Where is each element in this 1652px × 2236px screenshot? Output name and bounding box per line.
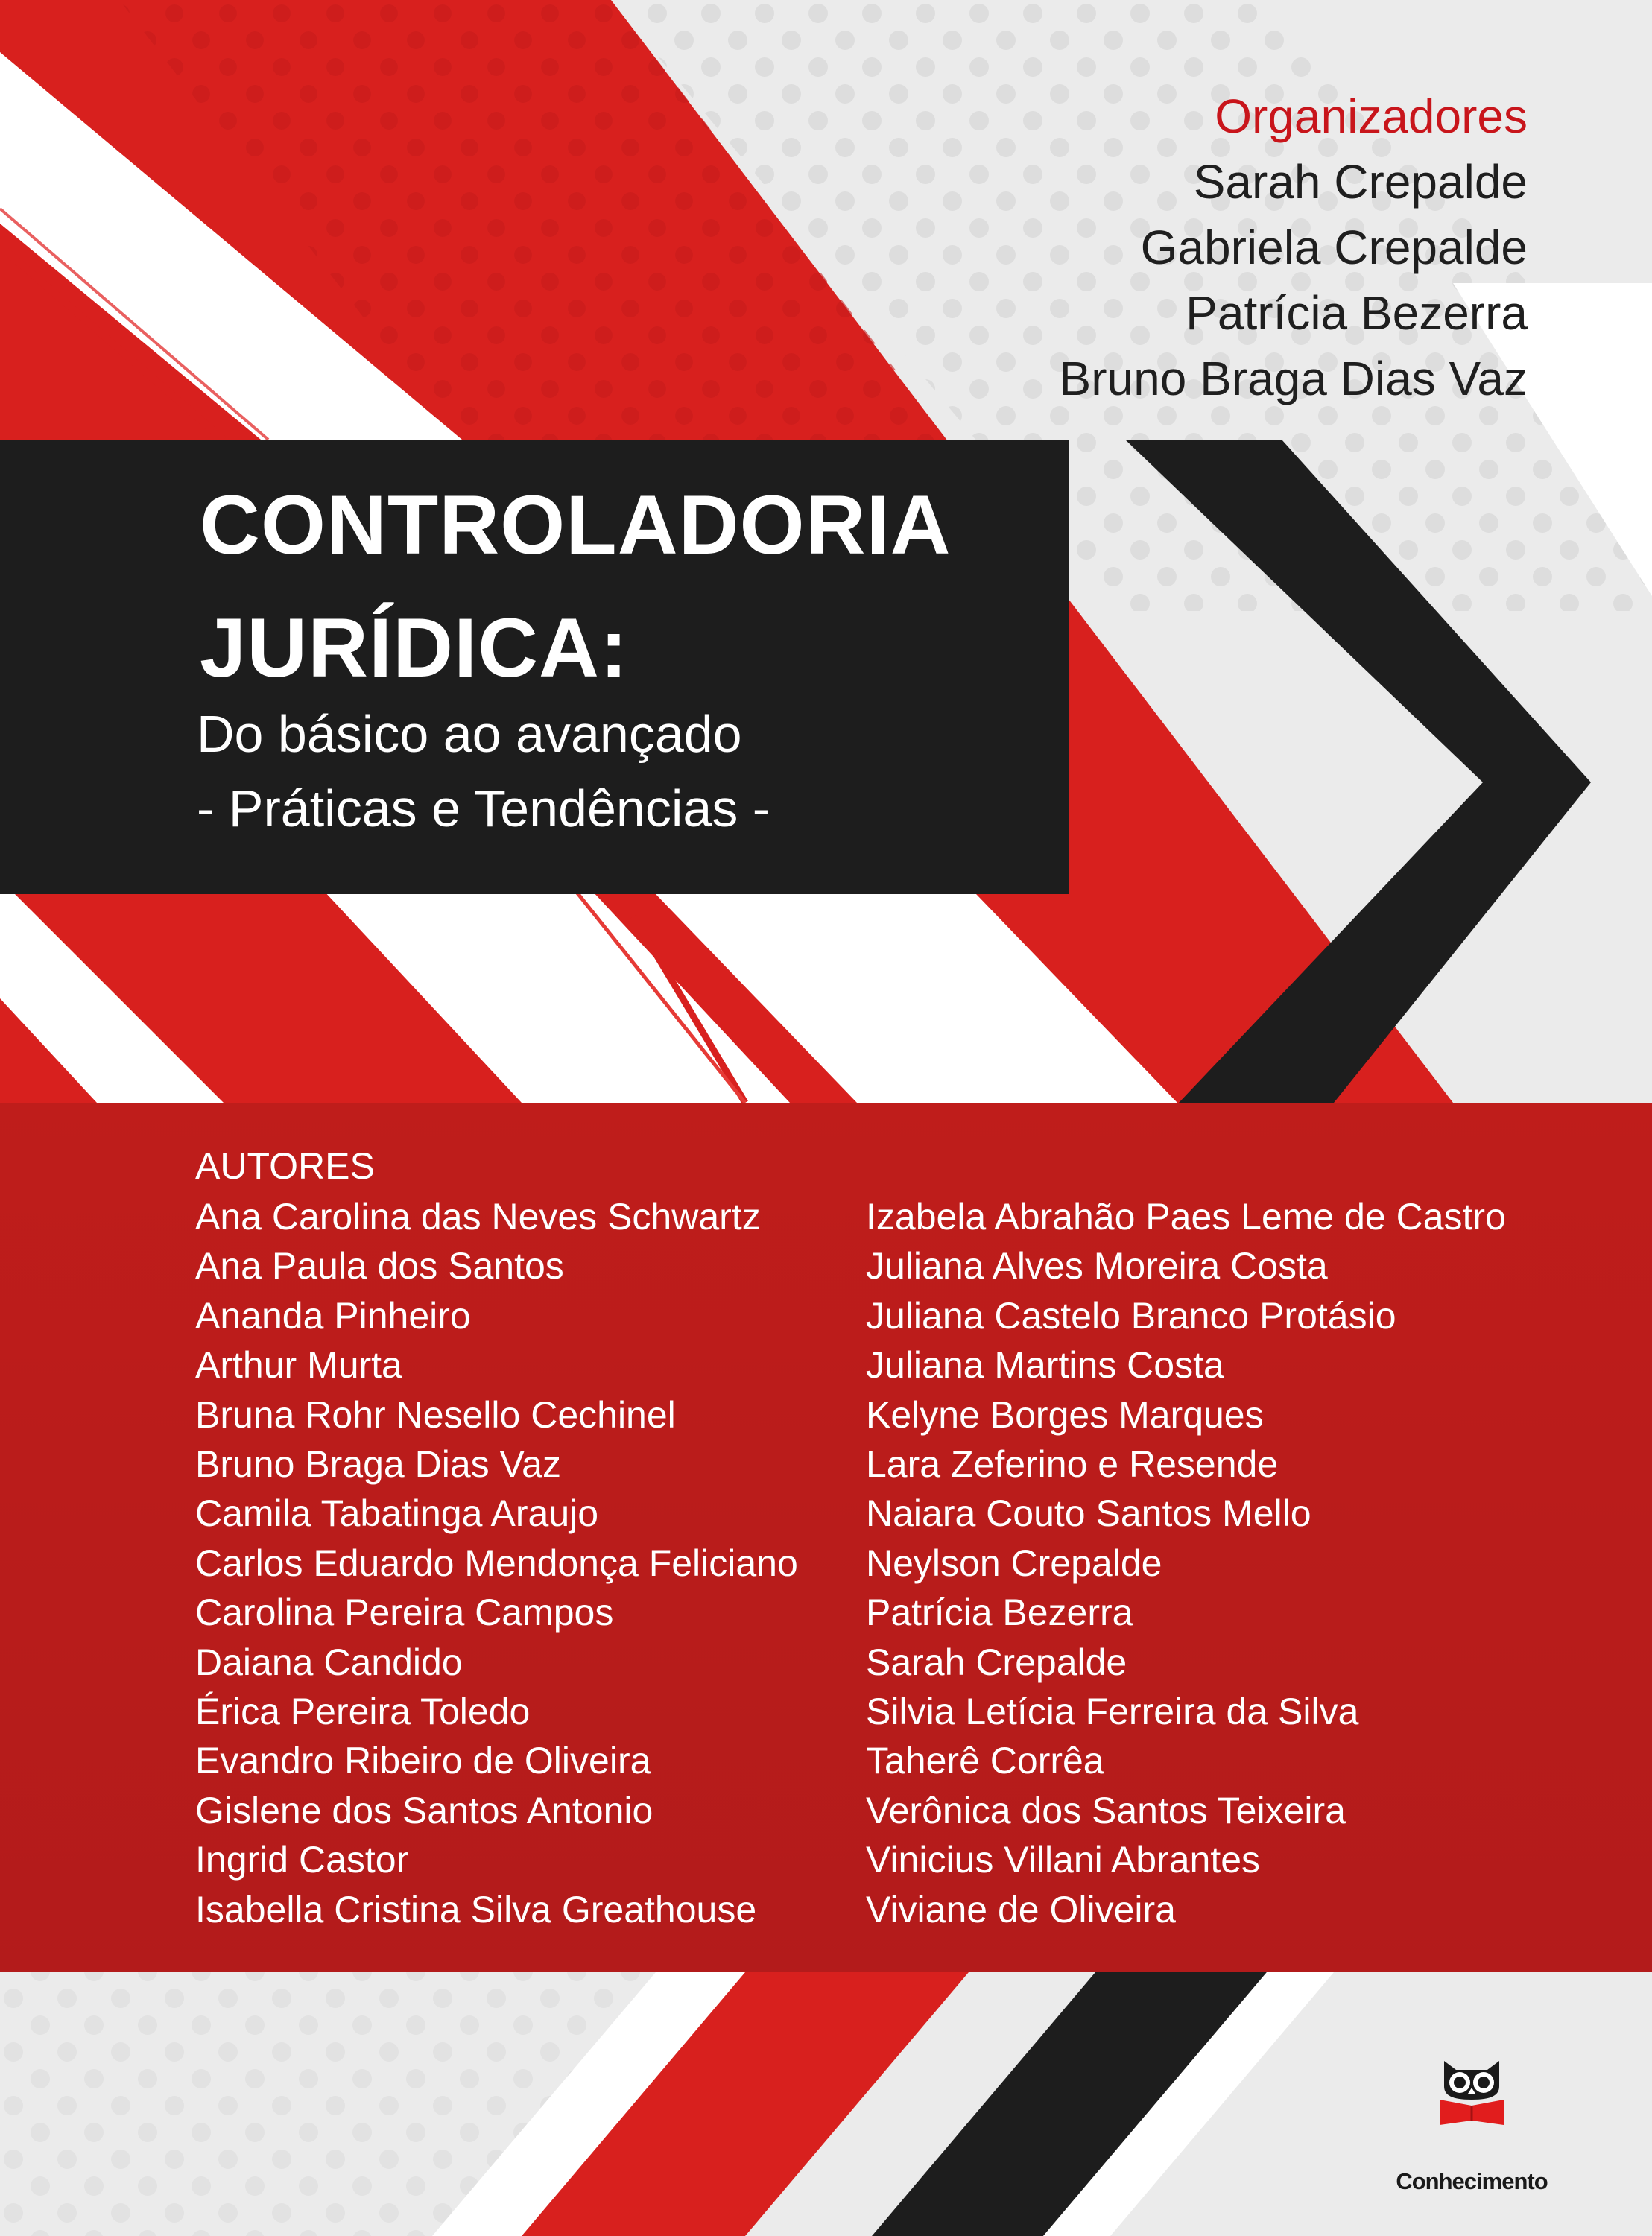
author-name: Érica Pereira Toledo: [195, 1691, 531, 1733]
organizer-name: Gabriela Crepalde: [1140, 221, 1528, 274]
author-name: Silvia Letícia Ferreira da Silva: [866, 1691, 1359, 1733]
organizers-block: [1060, 83, 1528, 411]
author-name: Naiara Couto Santos Mello: [866, 1492, 1311, 1535]
author-name: Neylson Crepalde: [866, 1542, 1162, 1584]
organizers-label: Organizadores: [1215, 89, 1528, 143]
author-name: Lara Zeferino e Resende: [866, 1443, 1279, 1486]
author-name: Evandro Ribeiro de Oliveira: [195, 1740, 651, 1782]
author-name: Sarah Crepalde: [866, 1641, 1127, 1683]
author-name: Taherê Corrêa: [866, 1740, 1104, 1782]
publisher-name: Conhecimento: [1396, 2168, 1548, 2194]
author-name: Patrícia Bezerra: [866, 1592, 1133, 1634]
author-name: Ingrid Castor: [195, 1839, 409, 1881]
publisher-logo: [1393, 2042, 1550, 2213]
author-name: Gislene dos Santos Antonio: [195, 1789, 653, 1831]
author-name: Kelyne Borges Marques: [866, 1393, 1264, 1436]
authors-label: AUTORES: [195, 1145, 375, 1187]
author-name: Ana Carolina das Neves Schwartz: [195, 1196, 761, 1238]
author-name: Verônica dos Santos Teixeira: [866, 1789, 1346, 1831]
title-line-1: CONTROLADORIA: [200, 478, 952, 571]
author-name: Ananda Pinheiro: [195, 1294, 471, 1337]
author-name: Carolina Pereira Campos: [195, 1592, 614, 1634]
authors-column-2: [866, 1192, 1506, 1934]
organizer-name: Bruno Braga Dias Vaz: [1059, 352, 1528, 405]
organizer-name: Patrícia Bezerra: [1186, 286, 1528, 340]
author-name: Juliana Alves Moreira Costa: [866, 1245, 1328, 1288]
author-name: Daiana Candido: [195, 1641, 463, 1683]
author-name: Bruno Braga Dias Vaz: [195, 1443, 561, 1486]
organizer-name: Sarah Crepalde: [1193, 155, 1528, 209]
subtitle-line-2: - Práticas e Tendências -: [197, 779, 770, 837]
title-line-2: JURÍDICA:: [200, 601, 629, 694]
author-name: Carlos Eduardo Mendonça Feliciano: [195, 1542, 798, 1584]
author-name: Izabela Abrahão Paes Leme de Castro: [866, 1196, 1506, 1238]
author-name: Isabella Cristina Silva Greathouse: [195, 1888, 757, 1931]
author-name: Ana Paula dos Santos: [195, 1245, 564, 1288]
author-name: Vinicius Villani Abrantes: [866, 1839, 1261, 1881]
author-name: Bruna Rohr Nesello Cechinel: [195, 1393, 676, 1436]
author-name: Viviane de Oliveira: [866, 1888, 1176, 1931]
subtitle-line-1: Do básico ao avançado: [197, 705, 742, 763]
author-name: Juliana Martins Costa: [866, 1344, 1224, 1387]
author-name: Juliana Castelo Branco Protásio: [866, 1294, 1396, 1337]
author-name: Arthur Murta: [195, 1344, 402, 1387]
authors-column-1: [195, 1192, 798, 1934]
owl-book-icon: [1438, 2056, 1505, 2127]
author-name: Camila Tabatinga Araujo: [195, 1492, 599, 1535]
